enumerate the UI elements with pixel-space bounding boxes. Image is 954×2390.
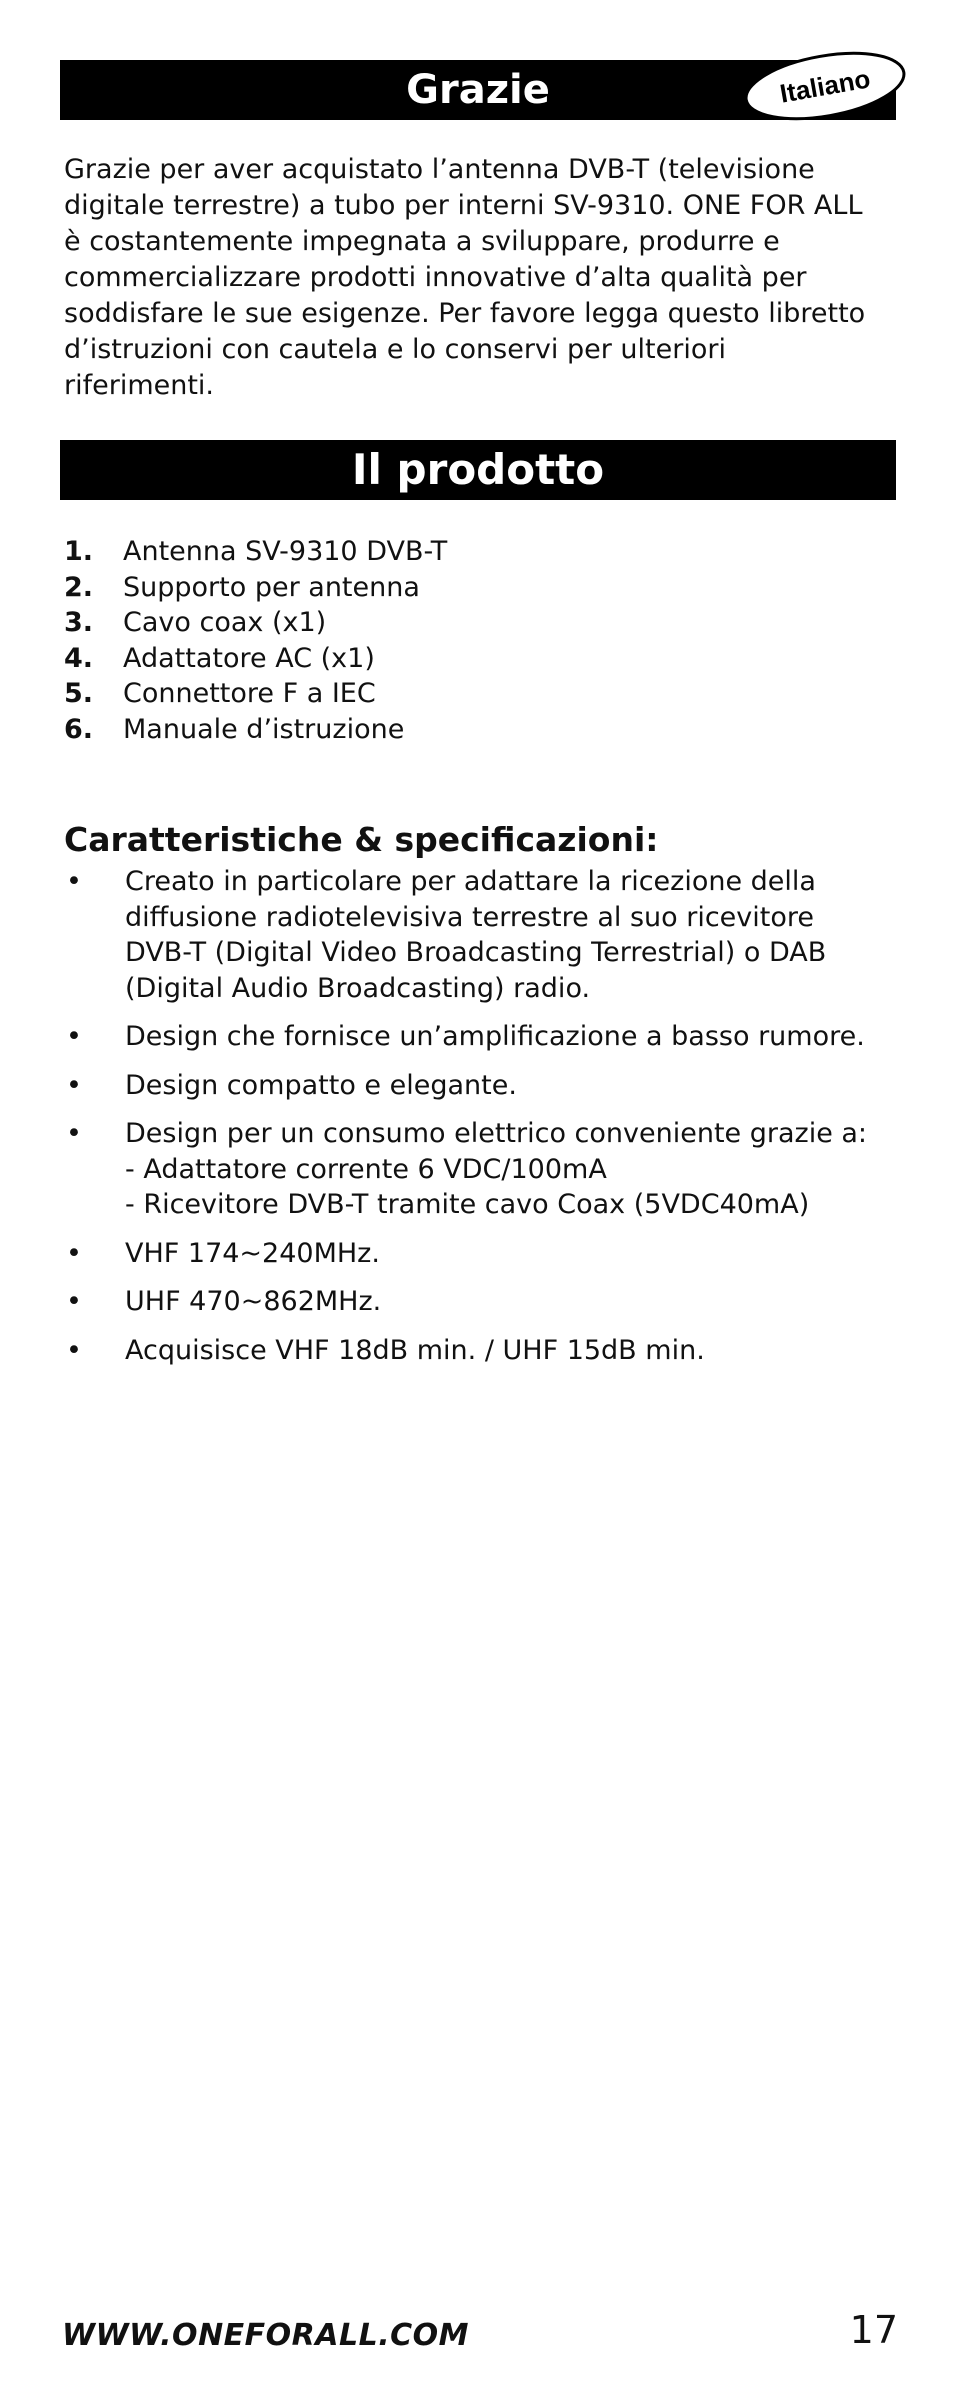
list-item	[64, 1019, 894, 1055]
bullet: •	[66, 866, 82, 897]
bullet: •	[66, 1021, 82, 1052]
item-text: Antenna SV-9310 DVB-T	[123, 536, 448, 567]
bullet: •	[66, 1069, 82, 1101]
list-item	[64, 1333, 894, 1369]
list-item	[64, 641, 894, 677]
intro-line: commercializzare prodotti innovative d’alta qualità per	[64, 262, 807, 293]
spec-line: - Adattatore corrente 6 VDC/100mA	[125, 1153, 607, 1185]
intro-line: è costantemente impegnata a sviluppare, produrre e	[64, 226, 780, 257]
item-number: 4.	[64, 642, 94, 674]
bullet: •	[66, 1118, 82, 1149]
item-number: 3.	[64, 607, 94, 638]
section-title-grazie: Grazie	[406, 67, 550, 113]
list-item	[64, 1116, 894, 1223]
footer-url: WWW.ONEFORALL.COM	[62, 2318, 469, 2353]
bullet: •	[66, 1237, 82, 1269]
item-number: 1.	[64, 536, 94, 567]
spec-line: Design per un consumo elettrico conveniente grazie a:	[125, 1118, 868, 1149]
specs-heading: Caratteristiche & specificazioni:	[64, 820, 659, 859]
spec-line: DVB-T (Digital Video Broadcasting Terrestrial) o DAB	[125, 937, 827, 968]
specs-list	[64, 864, 894, 1381]
list-item	[64, 712, 894, 748]
list-item	[64, 534, 894, 570]
list-item	[64, 864, 894, 1006]
spec-line: Design che fornisce un’amplificazione a basso rumore.	[125, 1021, 865, 1052]
language-badge	[740, 50, 910, 122]
section-title-product: Il prodotto	[351, 445, 605, 494]
list-item	[64, 676, 894, 712]
bullet: •	[66, 1334, 82, 1366]
item-number: 6.	[64, 713, 94, 745]
bullet: •	[66, 1286, 82, 1317]
spec-line: Creato in particolare per adattare la ricezione della	[125, 866, 816, 897]
item-number: 2.	[64, 571, 94, 603]
list-item	[64, 1068, 894, 1104]
item-number: 5.	[64, 678, 94, 709]
spec-line: UHF 470~862MHz.	[125, 1286, 382, 1317]
product-contents-list	[64, 534, 894, 747]
list-item	[64, 1284, 894, 1320]
spec-line: - Ricevitore DVB-T tramite cavo Coax (5VDC40mA)	[125, 1189, 810, 1220]
list-item	[64, 570, 894, 606]
spec-line: Acquisisce VHF 18dB min. / UHF 15dB min.	[125, 1334, 705, 1366]
intro-line: soddisfare le sue esigenze. Per favore legga questo libretto	[64, 298, 866, 329]
language-badge-ellipse	[740, 50, 910, 122]
spec-line: VHF 174~240MHz.	[125, 1237, 380, 1269]
list-item	[64, 605, 894, 641]
list-item	[64, 1236, 894, 1272]
spec-line: (Digital Audio Broadcasting) radio.	[125, 972, 591, 1004]
item-text: Adattatore AC (x1)	[123, 642, 375, 674]
intro-line: riferimenti.	[64, 370, 215, 401]
section-header-product	[60, 440, 896, 500]
item-text: Supporto per antenna	[123, 571, 420, 603]
item-text: Cavo coax (x1)	[123, 607, 327, 638]
spec-line: Design compatto e elegante.	[125, 1069, 517, 1101]
intro-paragraph	[64, 152, 894, 404]
spec-line: diffusione radiotelevisiva terrestre al suo ricevitore	[125, 901, 814, 933]
language-badge-label: Italiano	[777, 63, 873, 109]
item-text: Connettore F a IEC	[123, 678, 376, 709]
intro-line: Grazie per aver acquistato l’antenna DVB-T (televisione	[64, 154, 815, 185]
intro-line: digitale terrestre) a tubo per interni SV-9310. ONE FOR ALL	[64, 190, 863, 221]
page-number: 17	[849, 2308, 898, 2352]
intro-line: d’istruzioni con cautela e lo conservi per ulteriori	[64, 334, 726, 365]
item-text: Manuale d’istruzione	[123, 713, 405, 745]
